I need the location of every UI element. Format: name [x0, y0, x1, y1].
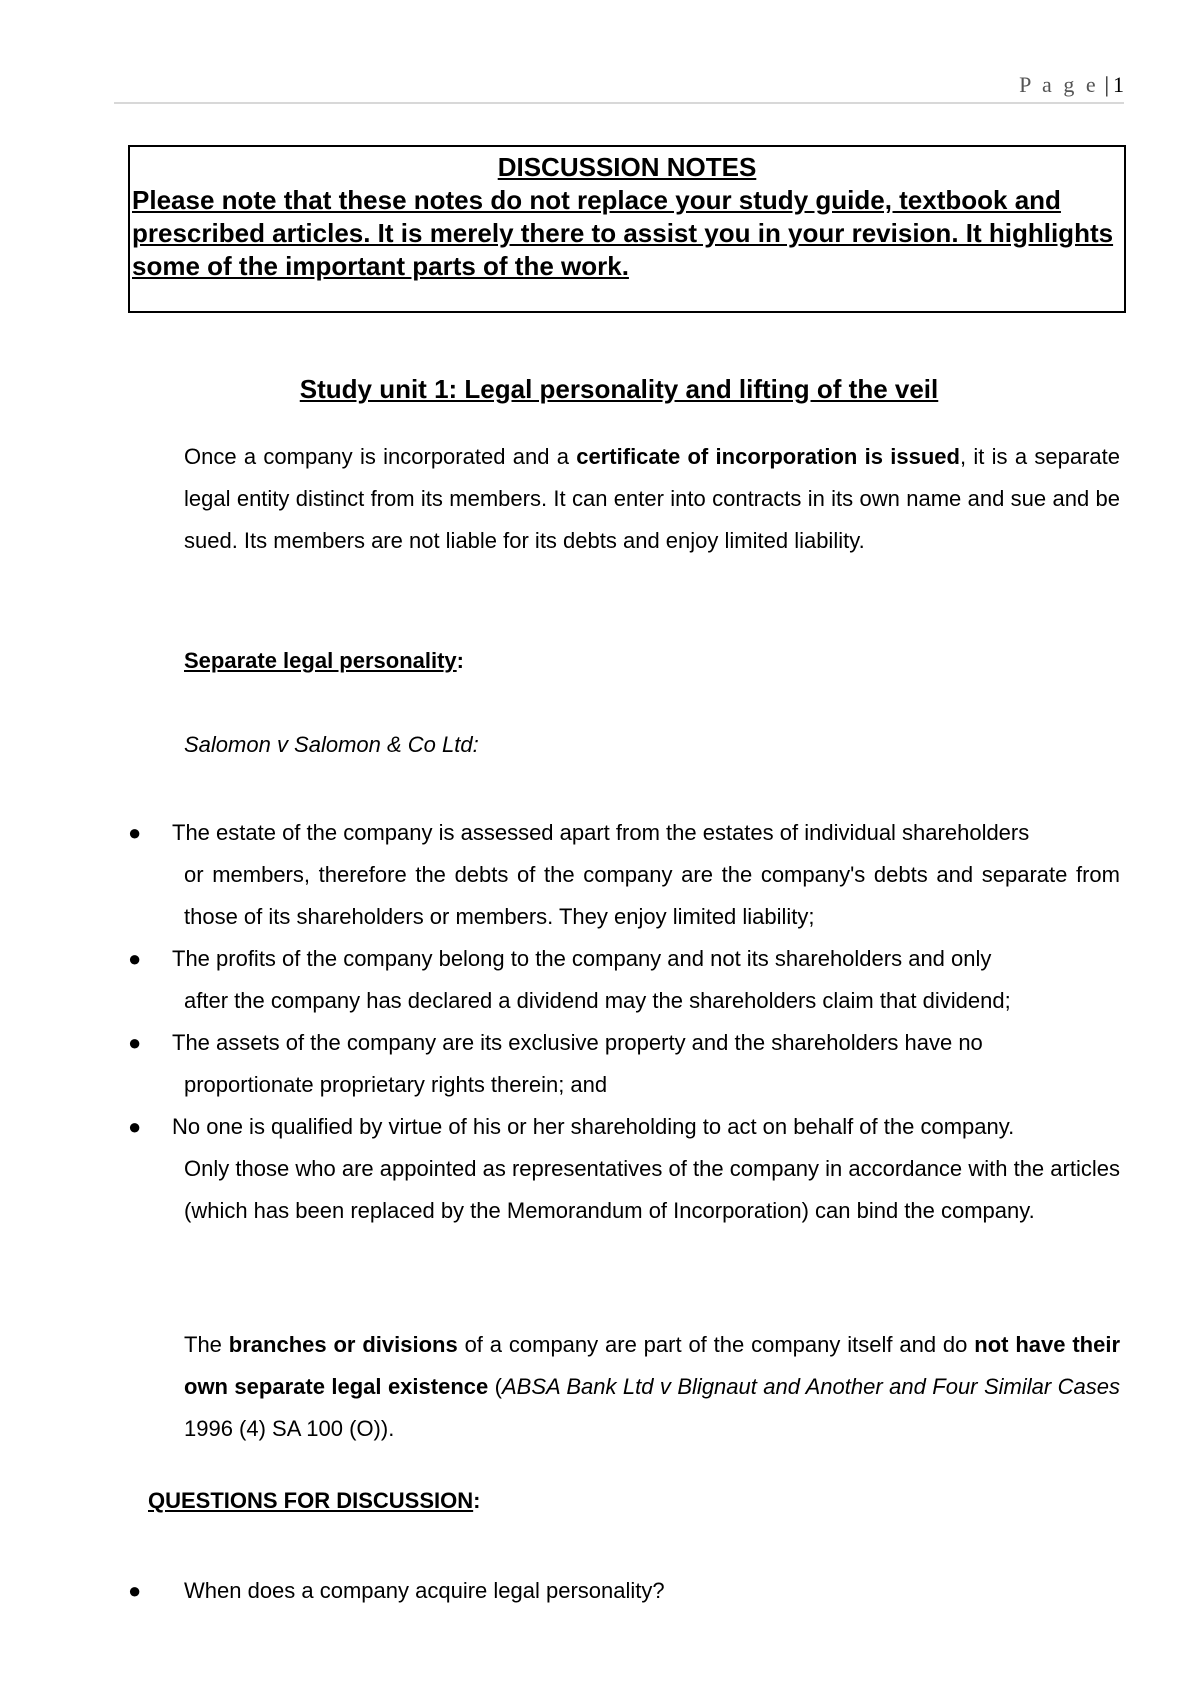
questions-list: [124, 1570, 1120, 1612]
intro-text-1: Once a company is incorporated and a: [184, 444, 577, 469]
branches-paragraph: [184, 1324, 1120, 1450]
bullet-icon: ●: [128, 1114, 142, 1139]
branches-text-4: 1996 (4) SA 100 (O)).: [184, 1416, 395, 1441]
separate-heading-label: Separate legal personality: [184, 648, 457, 673]
bullet-continuation: Only those who are appointed as representatives of the company in accordance with the articles (which has been replaced by the Memorandum of Incorporation) can bind the company.: [184, 1156, 1120, 1223]
branches-text-1: The: [184, 1332, 229, 1357]
page-separator: |: [1104, 72, 1109, 97]
bullet-continuation: or members, therefore the debts of the company are the company's debts and separate from those of its shareholders or members. They enjoy limited liability;: [184, 862, 1120, 929]
branches-text-3: (: [488, 1374, 502, 1399]
list-item: [124, 1106, 1120, 1232]
questions-heading-label: QUESTIONS FOR DISCUSSION: [148, 1488, 474, 1513]
intro-paragraph: [184, 436, 1120, 562]
bullet-icon: ●: [128, 820, 142, 845]
branches-text-2: of a company are part of the company itself and do: [457, 1332, 975, 1357]
header-rule: [114, 102, 1124, 104]
list-item: [124, 1022, 1120, 1106]
intro-text-2: , it is a separate legal entity distinct from its members. It can enter into contracts in its own name and sue and be sued. Its members are not liable for its debts and enjoy limited liability.: [184, 444, 1120, 553]
branches-bold-2: not have their own separate legal existence: [184, 1332, 1121, 1399]
list-item: [124, 812, 1120, 938]
bullet-first-line: No one is qualified by virtue of his or her shareholding to act on behalf of the company.: [172, 1114, 1015, 1139]
questions-heading-colon: :: [473, 1488, 481, 1513]
bullet-first-line: The profits of the company belong to the company and not its shareholders and only: [172, 946, 992, 971]
page-label: P a g e: [1019, 72, 1099, 97]
bullet-continuation: after the company has declared a dividend may the shareholders claim that dividend;: [184, 988, 1011, 1013]
bullet-icon: ●: [128, 946, 142, 971]
branches-case-name: ABSA Bank Ltd v Blignaut and Another and Four Similar Cases: [502, 1374, 1120, 1399]
case-citation: Salomon v Salomon & Co Ltd:: [184, 732, 479, 757]
bullet-first-line: The assets of the company are its exclusive property and the shareholders have no: [172, 1030, 983, 1055]
bullet-first-line: The estate of the company is assessed apart from the estates of individual shareholders: [172, 820, 1030, 845]
notes-box-title: DISCUSSION NOTES: [497, 152, 757, 182]
notes-box-body: Please note that these notes do not replace your study guide, textbook and prescribed articles. It is merely there to assist you in your revision. It highlights some of the important parts of the work.: [132, 185, 1114, 281]
intro-bold-1: certificate of incorporation is issued: [576, 444, 960, 469]
separate-legal-personality-heading: [184, 648, 464, 674]
questions-heading: [148, 1488, 480, 1514]
bullet-icon: ●: [128, 1030, 142, 1055]
bullet-continuation: proportionate proprietary rights therein; and: [184, 1072, 608, 1097]
study-unit-title: Study unit 1: Legal personality and lifting of the veil: [299, 374, 939, 404]
bullet-icon: ●: [128, 1578, 142, 1603]
branches-bold-1: branches or divisions: [228, 1332, 458, 1357]
page-number: 1: [1113, 72, 1124, 97]
question-text: When does a company acquire legal personality?: [184, 1578, 665, 1603]
principles-list: [124, 812, 1120, 1232]
page-header: [114, 72, 1124, 98]
list-item: [124, 938, 1120, 1022]
discussion-notes-box: [128, 145, 1126, 313]
list-item: [124, 1570, 1120, 1612]
separate-heading-colon: :: [456, 648, 464, 673]
